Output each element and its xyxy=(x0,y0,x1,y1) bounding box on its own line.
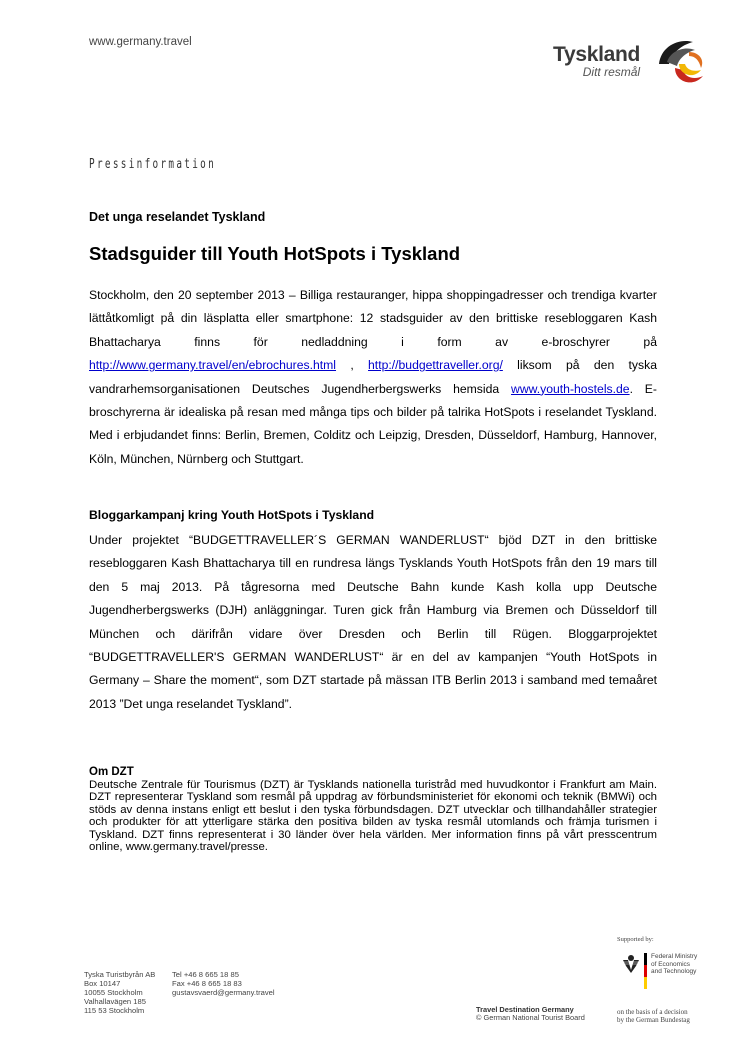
address-line: Valhallavägen 185 xyxy=(84,997,146,1006)
blogger-campaign-paragraph: Under projektet “BUDGETTRAVELLER´S GERMAN WANDERLUST“ bjöd DZT in den brittiske resebloggaren Kash Bhattacharya till en rundresa längs Tysklands Youth HotSpots från den 19 mars till den 5 maj 2013. På tågresorna med Deutsche Bahn kunde Kash kolla upp Deutsche Jugendherbergswerks (DJH) anläggningar. Turen gick från Hamburg via Bremen och Düsseldorf till München och därifrån vidare över Dresden och Berlin till Rügen. Bloggarprojektet “BUDGETTRAVELLER'S GERMAN WANDERLUST“ är en del av kampanjen “Youth HotSpots in Germany – Share the moment“, som DZT startade på mässan ITB Berlin 2013 i samband med temaåret 2013 ”Det unga reselandet Tyskland”. xyxy=(89,533,657,711)
intro-text-4: . E-broschyrerna är idealiska på resan med många tips och bilder på talrika HotSpots i reselandet Tyskland. Med i erbjudandet finns: Berlin, Bremen, Colditz och Leipzig, Dresden, Düsseldorf, Hamburg, Hannover, Köln, München, Nürnberg och Stuttgart. xyxy=(89,381,657,466)
brand-logo-text xyxy=(553,44,640,78)
ministry-line: and Technology xyxy=(651,968,697,976)
footer-address xyxy=(84,970,155,1015)
basis-line: on the basis of a decision xyxy=(617,1008,688,1016)
site-url: www.germany.travel xyxy=(89,36,192,48)
address-line: 115 53 Stockholm xyxy=(84,1006,145,1015)
german-flag-bar xyxy=(644,953,647,989)
ebrochures-link[interactable]: http://www.germany.travel/en/ebrochures.html xyxy=(89,358,337,373)
basis-line: by the German Bundestag xyxy=(617,1016,690,1025)
press-label: Pressinformation xyxy=(89,157,217,172)
ministry-line: Federal Ministry xyxy=(651,953,698,960)
intro-text-1: Stockholm, den 20 september 2013 – Billiga restauranger, hippa shoppingadresser och trendiga kvarter lättåtkomligt på din läsplatta eller smartphone: 12 stadsguider av den brittiske resebloggaren Kash Bhattacharya finns för nedladdning i form av e-broschyrer på xyxy=(89,288,657,349)
intro-text-2: , xyxy=(336,358,369,373)
tdg-subtitle: © German National Tourist Board xyxy=(476,1013,585,1023)
logo-title: Tyskland xyxy=(553,43,641,66)
kicker: Det unga reselandet Tyskland xyxy=(89,210,266,224)
about-paragraph: Deutsche Zentrale für Tourismus (DZT) är Tysklands nationella turistråd med huvudkontor i Frankfurt am Main. DZT representerar Tyskland som resmål på uppdrag av förbundsministeriet för ekonomi och teknik (BMWi) och stöds av denna instans enligt ett beslut i den tyska förbundsdagen. DZT utvecklar och tillhandahåller strategier och produkter för att ytterligare stärka den positiva bilden av tyska resmål utomlands och främja turismen i Tyskland. DZT finns representerat i 30 länder över hela världen. Mer information finns på vårt presscentrum online, www.germany.travel/presse. xyxy=(89,779,657,854)
budgettraveller-link[interactable]: http://budgettraveller.org/ xyxy=(368,358,503,373)
address-line: Box 10147 xyxy=(84,979,121,988)
section-title-blogger-campaign: Bloggarkampanj kring Youth HotSpots i Tyskland xyxy=(89,508,375,522)
federal-eagle-icon xyxy=(622,952,640,974)
address-line: Tyska Turistbyrån AB xyxy=(84,970,156,979)
youth-hostels-link[interactable]: www.youth-hostels.de xyxy=(511,381,630,396)
bird-swirl-logo-icon xyxy=(649,34,711,92)
logo-tagline: Ditt resmål xyxy=(582,65,641,79)
contact-phone: Tel +46 8 665 18 85 xyxy=(172,970,239,979)
headline: Stadsguider till Youth HotSpots i Tyskland xyxy=(89,243,461,264)
ministry-label xyxy=(651,953,697,976)
supported-by-label: Supported by: xyxy=(617,936,654,943)
intro-text-3: liksom på den tyska vandrarhemsorganisationen Deutsches Jugendherbergswerks hemsida xyxy=(89,358,657,396)
footer-tdg xyxy=(476,1006,585,1023)
address-line: 10055 Stockholm xyxy=(84,988,143,997)
contact-email: gustavsvaerd@germany.travel xyxy=(172,988,275,997)
tdg-title: Travel Destination Germany xyxy=(476,1005,574,1014)
footer-contact xyxy=(172,970,275,997)
contact-fax: Fax +46 8 665 18 83 xyxy=(172,979,242,988)
bundestag-basis-label xyxy=(617,1008,690,1024)
ministry-line: of Economics xyxy=(651,960,691,968)
about-title: Om DZT xyxy=(89,766,134,778)
intro-paragraph xyxy=(89,284,657,471)
